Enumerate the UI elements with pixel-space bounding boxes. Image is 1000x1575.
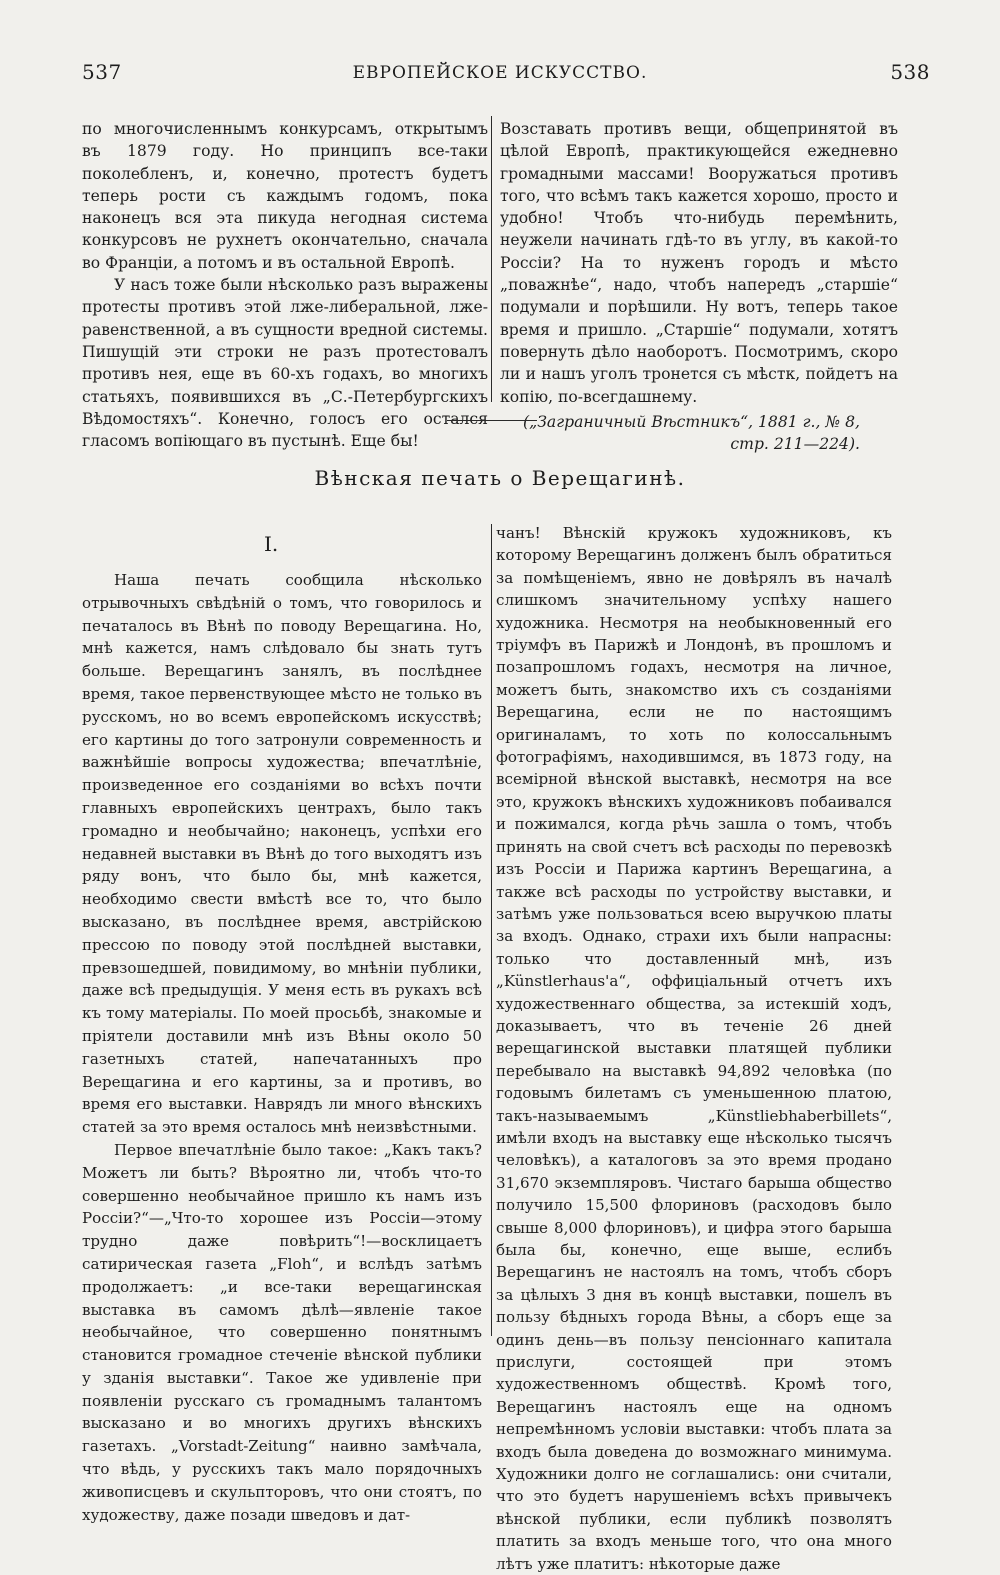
section-separator [447, 420, 537, 421]
column-divider [491, 116, 492, 402]
paragraph: У насъ тоже были нѣсколько разъ выражены протесты противъ этой лже-либеральной, лже-равенственной, а въ сущности вредной системы. Пишущій эти строки не разъ протестовалъ противъ нея, еще въ 60-хъ годахъ, во многихъ статьяхъ, появившихся въ „С.-Петербургскихъ Вѣдомостяхъ“. Конечно, голосъ его остался гласомъ вопіющаго въ пустынѣ. Еще бы! [82, 276, 488, 451]
page-number-right: 538 [890, 60, 930, 84]
running-title: ЕВРОПЕЙСКОЕ ИСКУССТВО. [352, 63, 648, 83]
bottom-left-column [82, 569, 482, 1526]
article-title: Вѣнская печать о Верещагинѣ. [314, 466, 686, 490]
citation-line: стр. 211—224). [730, 435, 860, 454]
column-divider [491, 524, 492, 1336]
section-number: I. [264, 532, 279, 556]
paragraph: Первое впечатлѣніе было такое: „Какъ такъ? Можетъ ли быть? Вѣроятно ли, чтобъ что-то совершенно необычайное пришло къ намъ изъ Россіи?“—„Что-то хорошее изъ Россіи—этому трудно даже повѣрить“!—восклицаетъ сатирическая газета „Floh“, и вслѣдъ затѣмъ продолжаетъ: „и все-таки верещагинская выставка въ самомъ дѣлѣ—явленіе такое необычайное, что совершенно понятнымъ становится громадное стеченіе вѣнской публики у зданія выставки“. Такое же удивленіе при появленіи русскаго съ громаднымъ талантомъ высказано и во многихъ другихъ вѣнскихъ газетахъ. „Vorstadt-Zeitung“ наивно замѣчала, что вѣдь, у русскихъ такъ мало порядочныхъ живописцевъ и скульпторовъ, что они стоятъ, по художеству, даже позади шведовъ и дат- [82, 1140, 482, 1524]
citation-line: („Заграничный Вѣстникъ“, 1881 г., № 8, [523, 412, 860, 431]
paragraph: чанъ! Вѣнскій кружокъ художниковъ, къ которому Верещагинъ долженъ былъ обратиться за помѣщеніемъ, явно не довѣрялъ въ началѣ слишкомъ значительному успѣху нашего художника. Несмотря на необыкновенный его тріумфъ въ Парижѣ и Лондонѣ, въ прошломъ и позапрошломъ годахъ, несмотря на личное, можетъ быть, знакомство ихъ съ созданіями Верещагина, если не по настоящимъ оригиналамъ, то хоть по колоссальнымъ фотографіямъ, находившимся, въ 1873 году, на всемірной вѣнской выставкѣ, несмотря на все это, кружокъ вѣнскихъ художниковъ побаивался и пожимался, когда рѣчь зашла о томъ, чтобъ принять на свой счетъ всѣ расходы по перевозкѣ изъ Россіи и Парижа картинъ Верещагина, а также всѣ расходы по устройству выставки, и затѣмъ уже пользоваться всею выручкою платы за входъ. Однако, страхи ихъ были напрасны: только что доставленный мнѣ, изъ „Künstlerhaus'a“, оффиціальный отчетъ ихъ художественнаго общества, за истекшій ходъ, доказываетъ, что въ теченіе 26 дней верещагинской выставки платящей публики перебывало на выставкѣ 94,892 человѣка (по годовымъ билетамъ съ уменьшенною платою, такъ-называемымъ „Künstliebhaberbillets“, имѣли входъ на выставку еще нѣсколько тысячъ человѣкъ), а каталоговъ за это время продано 31,670 экземпляровъ. Чистаго барыша общество получило 15,500 флориновъ (расходовъ было свыше 8,000 флориновъ), и цифра этого барыша была бы, конечно, еще выше, еслибъ Верещагинъ не настоялъ на томъ, чтобъ сборъ за цѣлыхъ 3 дня въ концѣ выставки, пошелъ въ пользу бѣдныхъ города Вѣны, а сборъ еще за одинъ день—въ пользу пенсіоннаго капитала прислуги, состоящей при этомъ художественномъ обществѣ. Кромѣ того, Верещагинъ настоялъ еще на одномъ непремѣнномъ условіи выставки: чтобъ плата за входъ была доведена до возможнаго минимума. Художники долго не соглашались: они считали, что это будетъ нарушеніемъ всѣхъ привычекъ вѣнской публики, если публикѣ позволятъ платить за входъ меньше того, что она много лѣтъ уже платитъ: нѣкоторые даже [496, 524, 892, 1573]
paragraph: Возставать противъ вещи, общепринятой въ цѣлой Европѣ, практикующейся ежедневно громадными массами! Вооружаться противъ того, что всѣмъ такъ кажется хорошо, просто и удобно! Чтобъ что-нибудь перемѣнить, неужели начинать гдѣ-то въ углу, въ какой-то Россіи? На то нуженъ городъ и мѣсто „поважнѣе“, надо, чтобъ напередъ „старшіе“ подумали и порѣшили. Ну вотъ, теперь такое время и пришло. „Старшіе“ подумали, хотятъ повернуть дѣло наоборотъ. Посмотримъ, скоро ли и нашъ уголъ тронется съ мѣстк, пойдетъ на копію, по-всегдашнему. [500, 120, 898, 406]
paragraph: по многочисленнымъ конкурсамъ, открытымъ въ 1879 году. Но принципъ все-таки поколебленъ, и, конечно, протестъ будетъ теперь рости съ каждымъ годомъ, пока наконецъ вся эта пикуда негодная система конкурсовъ не рухнетъ окончательно, сначала во Франціи, а потомъ и въ остальной Европѣ. [82, 120, 488, 272]
bottom-right-column [496, 522, 892, 1575]
citation [500, 411, 898, 456]
paragraph: Наша печать сообщила нѣсколько отрывочныхъ свѣдѣній о томъ, что говорилось и печаталось въ Вѣнѣ по поводу Верещагина. Но, мнѣ кажется, намъ слѣдовало бы знать тутъ больше. Верещагинъ занялъ, въ послѣднее время, такое первенствующее мѣсто не только въ русскомъ, но во всемъ европейскомъ искусствѣ; его картины до того затронули современность и важнѣйшіе вопросы художества; впечатлѣніе, произведенное его созданіями во всѣхъ почти главныхъ европейскихъ центрахъ, было такъ громадно и необычайно; наконецъ, успѣхи его недавней выставки въ Вѣнѣ до того выходятъ изъ ряду вонъ, что было бы, мнѣ кажется, необходимо свести вмѣстѣ все то, что было высказано, въ послѣднее время, австрійскою прессою по поводу этой послѣдней выставки, превзошедшей, повидимому, во мнѣніи публики, даже всѣ предыдущія. У меня есть въ рукахъ всѣ къ тому матеріалы. По моей просьбѣ, знакомые и пріятели доставили мнѣ изъ Вѣны около 50 газетныхъ статей, напечатанныхъ про Верещагина и его картины, за и противъ, во время его выставки. Наврядъ ли много вѣнскихъ статей за это время осталось мнѣ неизвѣстными. [82, 571, 482, 1137]
top-right-column [500, 118, 898, 455]
top-left-column [82, 118, 488, 452]
page-number-left: 537 [82, 60, 122, 84]
